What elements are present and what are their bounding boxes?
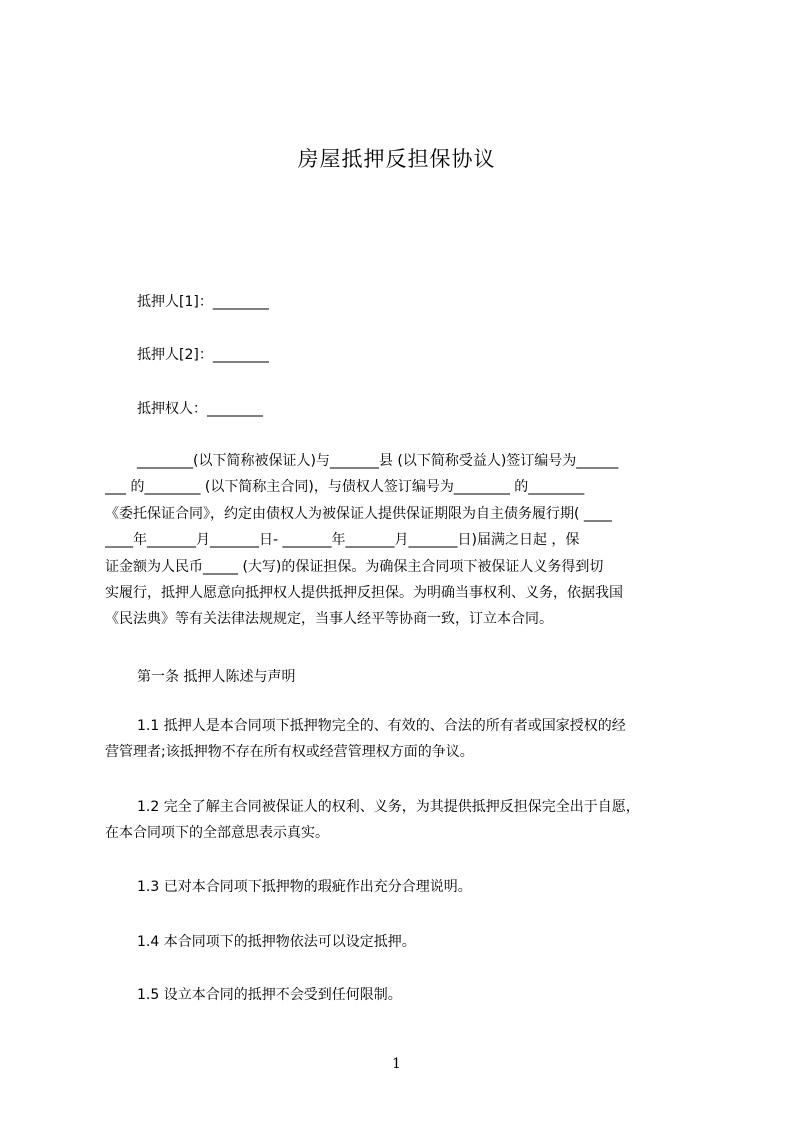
clause-line: 在本合同项下的全部意思表示真实。 — [105, 825, 329, 842]
preamble-line: ________(以下简称被保证人)与_______县 (以下简称受益人)签订编号为______ — [137, 453, 619, 469]
mortgagor-2-line: 抵押人[2]：________ — [137, 347, 269, 363]
clause-line: 1.5 设立本合同的抵押不会受到任何限制。 — [137, 987, 402, 1003]
preamble-line: 《委托保证合同》，约定由债权人为被保证人提供保证期限为自主债务履行期( ____ — [105, 505, 612, 522]
clause-1-3 — [105, 874, 697, 900]
clause-line: 1.4 本合同项下的抵押物依法可以设定抵押。 — [137, 934, 416, 950]
clause-1-4 — [105, 929, 697, 955]
page-number: 1 — [392, 1056, 401, 1072]
preamble-line: ___ 的________ (以下简称主合同)，与债权人签订编号为________ 的________ — [105, 479, 585, 496]
clause-1-2 — [105, 794, 697, 847]
preamble-line: 证金额为人民币_____ (大写)的保证担保。为确保主合同项下被保证人义务得到切 — [105, 558, 604, 575]
clause-1-1 — [105, 713, 697, 766]
preamble-paragraph — [105, 448, 697, 633]
mortgagee-line: 抵押权人：________ — [137, 401, 263, 417]
preamble-line: ____年_______月_______日- _______年_______月_______日)届满之日起 ，保 — [105, 532, 580, 549]
preamble-line: 实履行，抵押人愿意向抵押权人提供抵押反担保。为明确当事权利、义务，依据我国 — [105, 584, 623, 601]
article-1-heading: 第一条 抵押人陈述与声明 — [137, 669, 296, 685]
clause-line: 1.3 已对本合同项下抵押物的瑕疵作出充分合理说明。 — [137, 879, 472, 895]
mortgagor-1-line: 抵押人[1]：________ — [137, 294, 269, 310]
document-title: 房屋抵押反担保协议 — [297, 147, 496, 171]
clause-line: 1.1 抵押人是本合同项下抵押物完全的、有效的、合法的所有者或国家授权的经 — [137, 718, 626, 734]
preamble-line: 《民法典》等有关法律法规规定，当事人经平等协商一致，订立本合同。 — [105, 611, 553, 628]
clause-1-5 — [105, 982, 697, 1008]
clause-line: 营管理者;该抵押物不存在所有权或经营管理权方面的争议。 — [105, 744, 474, 761]
clause-line: 1.2 完全了解主合同被保证人的权利、义务，为其提供抵押反担保完全出于自愿， — [137, 799, 640, 815]
